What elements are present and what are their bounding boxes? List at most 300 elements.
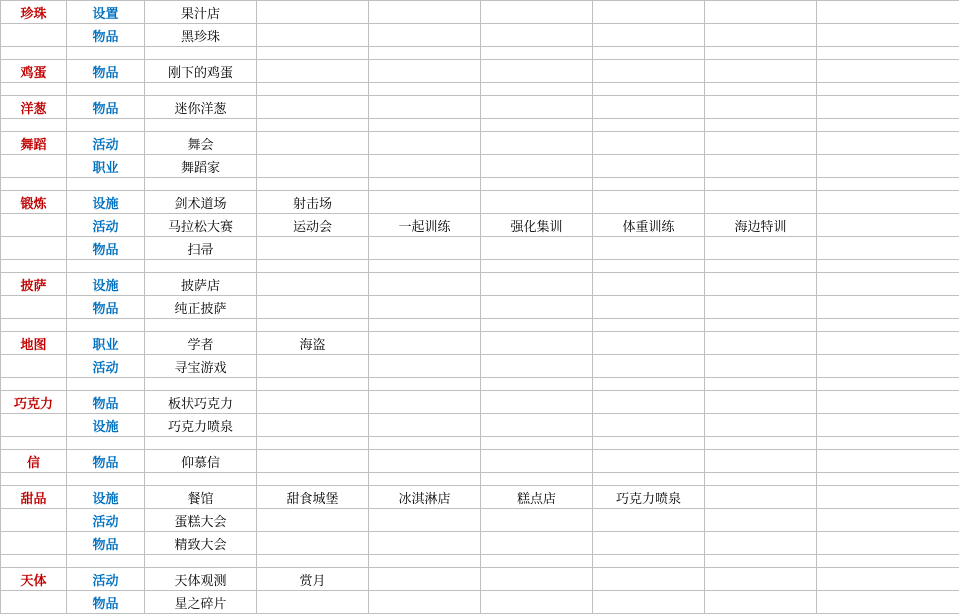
cell-value: 蛋糕大会 [145, 509, 257, 532]
cell-keyword: 地图 [1, 332, 67, 355]
cell-value [593, 60, 705, 83]
cell-value [481, 260, 593, 273]
cell-value [705, 96, 817, 119]
cell-keyword: 信 [1, 450, 67, 473]
cell-value [593, 555, 705, 568]
cell-value: 黑珍珠 [145, 24, 257, 47]
cell-keyword [1, 473, 67, 486]
cell-value: 纯正披萨 [145, 296, 257, 319]
cell-value [705, 191, 817, 214]
cell-value [257, 437, 369, 450]
cell-value [705, 591, 817, 614]
table-row [1, 296, 959, 319]
table-spacer-row [1, 319, 959, 332]
cell-value [593, 591, 705, 614]
cell-value [369, 60, 481, 83]
cell-value [369, 473, 481, 486]
cell-category: 活动 [67, 568, 145, 591]
cell-value [593, 378, 705, 391]
cell-value [481, 568, 593, 591]
cell-category: 物品 [67, 24, 145, 47]
cell-value: 学者 [145, 332, 257, 355]
cell-keyword [1, 555, 67, 568]
cell-value [369, 437, 481, 450]
cell-value [705, 260, 817, 273]
cell-value [705, 509, 817, 532]
table-spacer-row [1, 473, 959, 486]
cell-value [705, 332, 817, 355]
cell-value [369, 47, 481, 60]
cell-value: 海边特训 [705, 214, 817, 237]
cell-value [705, 391, 817, 414]
cell-value [257, 60, 369, 83]
cell-value [593, 237, 705, 260]
cell-value [145, 119, 257, 132]
cell-value [817, 450, 959, 473]
cell-category: 物品 [67, 532, 145, 555]
cell-value [705, 178, 817, 191]
table-row [1, 355, 959, 378]
table-row [1, 96, 959, 119]
cell-value [481, 473, 593, 486]
cell-value [705, 47, 817, 60]
cell-value [817, 273, 959, 296]
table-row [1, 332, 959, 355]
cell-value [481, 414, 593, 437]
cell-value [705, 555, 817, 568]
table-row [1, 532, 959, 555]
cell-value [593, 178, 705, 191]
cell-value [369, 273, 481, 296]
cell-value [817, 83, 959, 96]
table-row [1, 191, 959, 214]
cell-value [705, 355, 817, 378]
cell-category: 物品 [67, 591, 145, 614]
table-row [1, 414, 959, 437]
cell-value [705, 414, 817, 437]
cell-value: 舞会 [145, 132, 257, 155]
table-body [1, 1, 959, 614]
cell-keyword: 巧克力 [1, 391, 67, 414]
table-row [1, 568, 959, 591]
cell-value [593, 155, 705, 178]
cell-category [67, 437, 145, 450]
cell-value [705, 378, 817, 391]
cell-value [593, 273, 705, 296]
cell-value [481, 319, 593, 332]
cell-value [369, 355, 481, 378]
cell-value [369, 178, 481, 191]
table-row [1, 391, 959, 414]
cell-value: 海盗 [257, 332, 369, 355]
cell-value [817, 319, 959, 332]
cell-value [481, 591, 593, 614]
cell-value [705, 437, 817, 450]
cell-value [145, 319, 257, 332]
cell-value [257, 24, 369, 47]
cell-value [257, 450, 369, 473]
cell-keyword: 珍珠 [1, 1, 67, 24]
cell-value [369, 191, 481, 214]
cell-keyword: 锻炼 [1, 191, 67, 214]
cell-value [593, 96, 705, 119]
cell-value [705, 473, 817, 486]
cell-value [369, 296, 481, 319]
cell-value: 运动会 [257, 214, 369, 237]
cell-value [817, 391, 959, 414]
cell-value [257, 509, 369, 532]
cell-value [705, 296, 817, 319]
cell-value [817, 486, 959, 509]
cell-value [369, 555, 481, 568]
cell-value [817, 214, 959, 237]
cell-value [257, 273, 369, 296]
table-spacer-row [1, 437, 959, 450]
cell-keyword [1, 532, 67, 555]
table-row [1, 486, 959, 509]
cell-value [369, 237, 481, 260]
cell-keyword: 甜品 [1, 486, 67, 509]
table-row [1, 214, 959, 237]
cell-value [593, 83, 705, 96]
table-spacer-row [1, 260, 959, 273]
cell-value [369, 509, 481, 532]
cell-keyword [1, 83, 67, 96]
cell-category: 物品 [67, 237, 145, 260]
table-row [1, 24, 959, 47]
cell-value [369, 132, 481, 155]
cell-category [67, 378, 145, 391]
cell-value [145, 83, 257, 96]
cell-value [593, 296, 705, 319]
cell-value [817, 473, 959, 486]
cell-value: 天体观测 [145, 568, 257, 591]
cell-value [817, 260, 959, 273]
cell-value: 精致大会 [145, 532, 257, 555]
cell-category: 活动 [67, 509, 145, 532]
cell-value [593, 450, 705, 473]
cell-value: 巧克力喷泉 [145, 414, 257, 437]
cell-category [67, 473, 145, 486]
cell-keyword: 披萨 [1, 273, 67, 296]
cell-value [593, 437, 705, 450]
cell-keyword [1, 47, 67, 60]
cell-value [369, 450, 481, 473]
cell-value: 赏月 [257, 568, 369, 591]
cell-keyword [1, 296, 67, 319]
table-spacer-row [1, 83, 959, 96]
cell-value [817, 532, 959, 555]
cell-keyword [1, 237, 67, 260]
cell-value [257, 473, 369, 486]
cell-value [257, 96, 369, 119]
cell-value [817, 355, 959, 378]
cell-value [705, 132, 817, 155]
cell-value [705, 568, 817, 591]
cell-value [817, 414, 959, 437]
cell-category: 设施 [67, 486, 145, 509]
cell-value [257, 296, 369, 319]
cell-value [369, 391, 481, 414]
cell-value: 马拉松大赛 [145, 214, 257, 237]
cell-value [481, 60, 593, 83]
table-row [1, 155, 959, 178]
cell-keyword: 天体 [1, 568, 67, 591]
cell-value [369, 319, 481, 332]
cell-value [705, 237, 817, 260]
cell-keyword [1, 437, 67, 450]
cell-value [593, 132, 705, 155]
cell-value [817, 1, 959, 24]
cell-value [705, 1, 817, 24]
cell-value [257, 1, 369, 24]
cell-value [481, 437, 593, 450]
cell-value [145, 47, 257, 60]
cell-value [817, 60, 959, 83]
cell-value [593, 332, 705, 355]
cell-category [67, 119, 145, 132]
cell-value [257, 555, 369, 568]
cell-value [817, 509, 959, 532]
cell-value [257, 391, 369, 414]
cell-value [369, 332, 481, 355]
cell-value [705, 486, 817, 509]
cell-category: 设施 [67, 414, 145, 437]
cell-category: 设施 [67, 191, 145, 214]
cell-value: 强化集训 [481, 214, 593, 237]
cell-category [67, 555, 145, 568]
cell-keyword [1, 178, 67, 191]
cell-keyword [1, 155, 67, 178]
cell-value [257, 132, 369, 155]
table-row [1, 509, 959, 532]
cell-value: 披萨店 [145, 273, 257, 296]
cell-value [705, 450, 817, 473]
cell-value [817, 555, 959, 568]
cell-value: 迷你洋葱 [145, 96, 257, 119]
cell-value [817, 296, 959, 319]
cell-value: 一起训练 [369, 214, 481, 237]
cell-value [369, 119, 481, 132]
cell-value: 板状巧克力 [145, 391, 257, 414]
cell-value [817, 191, 959, 214]
cell-value [145, 260, 257, 273]
cell-keyword [1, 24, 67, 47]
cell-value [481, 391, 593, 414]
table-spacer-row [1, 378, 959, 391]
cell-keyword [1, 260, 67, 273]
cell-category: 活动 [67, 132, 145, 155]
cell-value [481, 155, 593, 178]
cell-value: 冰淇淋店 [369, 486, 481, 509]
cell-value [481, 237, 593, 260]
cell-value [817, 24, 959, 47]
cell-value [145, 437, 257, 450]
cell-value [257, 237, 369, 260]
cell-value [481, 1, 593, 24]
cell-value: 剑术道场 [145, 191, 257, 214]
cell-value [817, 47, 959, 60]
cell-value [593, 355, 705, 378]
cell-value [257, 260, 369, 273]
cell-value [593, 568, 705, 591]
cell-keyword [1, 319, 67, 332]
cell-value [705, 155, 817, 178]
cell-category: 物品 [67, 60, 145, 83]
cell-keyword: 洋葱 [1, 96, 67, 119]
cell-category [67, 260, 145, 273]
cell-keyword [1, 414, 67, 437]
cell-value: 体重训练 [593, 214, 705, 237]
cell-value [593, 119, 705, 132]
cell-value [593, 391, 705, 414]
cell-category: 物品 [67, 450, 145, 473]
cell-value [481, 119, 593, 132]
cell-value [145, 555, 257, 568]
cell-value [257, 119, 369, 132]
cell-value [593, 191, 705, 214]
cell-value [369, 532, 481, 555]
cell-value [817, 155, 959, 178]
cell-value [257, 355, 369, 378]
cell-value [369, 591, 481, 614]
cell-category [67, 47, 145, 60]
cell-value [481, 24, 593, 47]
cell-keyword [1, 378, 67, 391]
cell-value: 星之碎片 [145, 591, 257, 614]
cell-value [817, 437, 959, 450]
cell-value [817, 132, 959, 155]
cell-value [817, 178, 959, 191]
cell-value [817, 591, 959, 614]
cell-value: 寻宝游戏 [145, 355, 257, 378]
cell-category: 活动 [67, 355, 145, 378]
table-row [1, 237, 959, 260]
cell-category [67, 319, 145, 332]
cell-value [481, 273, 593, 296]
cell-value [369, 568, 481, 591]
cell-value [369, 155, 481, 178]
cell-value [369, 24, 481, 47]
cell-value: 巧克力喷泉 [593, 486, 705, 509]
cell-value [593, 260, 705, 273]
cell-value [817, 237, 959, 260]
cell-value [481, 96, 593, 119]
cell-value [593, 414, 705, 437]
table-spacer-row [1, 555, 959, 568]
cell-value [705, 532, 817, 555]
cell-value [817, 119, 959, 132]
cell-value [593, 473, 705, 486]
cell-category [67, 83, 145, 96]
cell-value [705, 119, 817, 132]
cell-value [817, 378, 959, 391]
cell-category: 物品 [67, 296, 145, 319]
cell-value [705, 83, 817, 96]
cell-value [257, 378, 369, 391]
cell-value: 果汁店 [145, 1, 257, 24]
cell-value [257, 155, 369, 178]
cell-value [593, 509, 705, 532]
cell-value [593, 532, 705, 555]
cell-keyword [1, 355, 67, 378]
cell-value [481, 555, 593, 568]
cell-value [593, 319, 705, 332]
cell-value [257, 178, 369, 191]
cell-value [481, 378, 593, 391]
cell-value [705, 24, 817, 47]
cell-keyword: 舞蹈 [1, 132, 67, 155]
cell-category: 职业 [67, 332, 145, 355]
table-spacer-row [1, 47, 959, 60]
cell-category: 物品 [67, 391, 145, 414]
cell-value [705, 319, 817, 332]
cell-value [817, 568, 959, 591]
cell-value [257, 532, 369, 555]
cell-value [481, 355, 593, 378]
cell-value [481, 532, 593, 555]
table-row [1, 132, 959, 155]
table-row [1, 591, 959, 614]
cell-value [369, 378, 481, 391]
cell-category: 物品 [67, 96, 145, 119]
cell-category: 设置 [67, 1, 145, 24]
cell-value [481, 47, 593, 60]
cell-value: 刚下的鸡蛋 [145, 60, 257, 83]
cell-value [481, 450, 593, 473]
cell-value: 甜食城堡 [257, 486, 369, 509]
cell-value [369, 414, 481, 437]
cell-value [705, 60, 817, 83]
cell-value [481, 332, 593, 355]
table-spacer-row [1, 119, 959, 132]
cell-value: 餐馆 [145, 486, 257, 509]
cell-value [145, 378, 257, 391]
cell-keyword: 鸡蛋 [1, 60, 67, 83]
cell-value [257, 319, 369, 332]
cell-category: 活动 [67, 214, 145, 237]
cell-value: 仰慕信 [145, 450, 257, 473]
cell-keyword [1, 119, 67, 132]
table-spacer-row [1, 178, 959, 191]
cell-value [145, 178, 257, 191]
cell-category: 职业 [67, 155, 145, 178]
cell-value: 糕点店 [481, 486, 593, 509]
cell-value [369, 96, 481, 119]
cell-category [67, 178, 145, 191]
cell-value: 扫帚 [145, 237, 257, 260]
cell-value [257, 591, 369, 614]
cell-value [481, 132, 593, 155]
table-row [1, 273, 959, 296]
cell-value [481, 83, 593, 96]
cell-keyword [1, 591, 67, 614]
cell-value [593, 1, 705, 24]
table-row [1, 450, 959, 473]
cell-value [257, 414, 369, 437]
table-row [1, 1, 959, 24]
cell-value [369, 260, 481, 273]
cell-value [257, 47, 369, 60]
cell-value: 舞蹈家 [145, 155, 257, 178]
cell-value [369, 83, 481, 96]
cell-value [481, 509, 593, 532]
cell-value [481, 191, 593, 214]
cell-value [817, 332, 959, 355]
cell-value [257, 83, 369, 96]
cell-value [369, 1, 481, 24]
cell-value [817, 96, 959, 119]
